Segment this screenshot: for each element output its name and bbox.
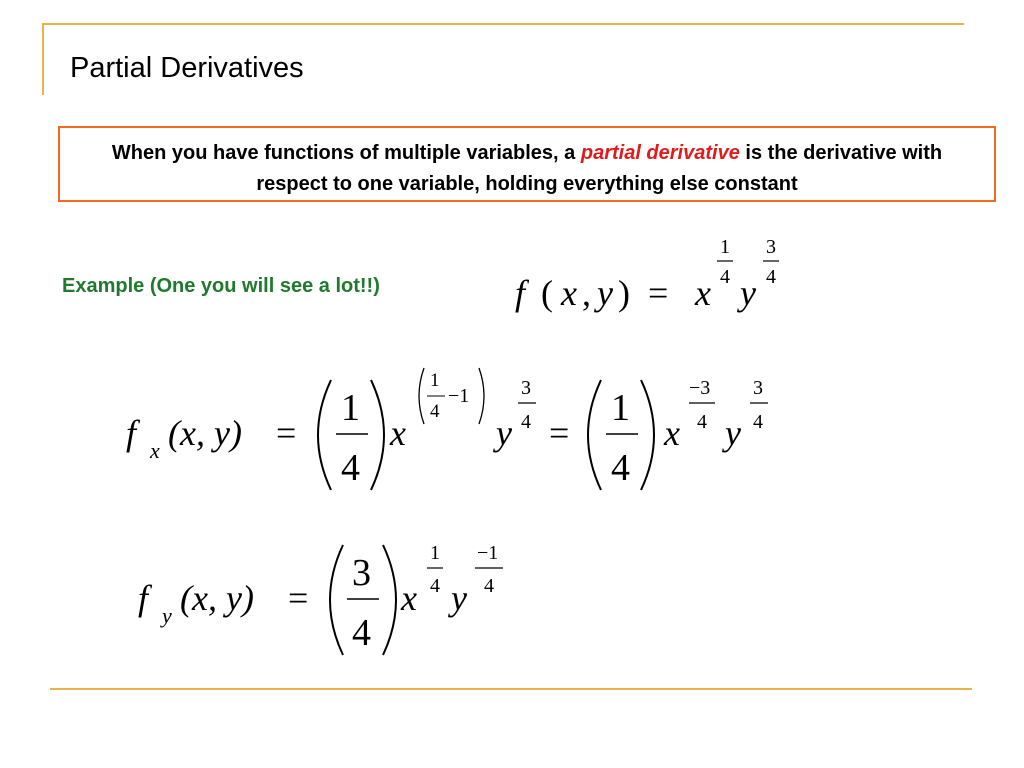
eq2-coef-rparen — [371, 380, 384, 490]
eq2-exp1-den: 4 — [430, 401, 440, 422]
eq1-y: y — [597, 273, 613, 313]
eq2-base-x: x — [390, 413, 406, 453]
eq1-equals: = — [648, 273, 669, 313]
eq1-exp2-den: 4 — [766, 266, 776, 288]
eq3-exp2-num: −1 — [477, 542, 499, 564]
eq2-coef2-rparen — [641, 380, 654, 490]
eq1-comma: , — [582, 273, 591, 313]
eq1-lparen: ( — [541, 273, 553, 313]
eq2-exp2-num: 3 — [521, 377, 531, 399]
eq2-equals: = — [276, 413, 297, 453]
eq2-subscript: x — [150, 438, 160, 463]
eq3-coef-num: 3 — [352, 552, 371, 594]
eq3-coef-rparen — [383, 545, 396, 655]
eq2-equals-b: = — [549, 413, 570, 453]
eq3-exp1-den: 4 — [430, 575, 440, 597]
eq2-exp4-num: 3 — [753, 377, 763, 399]
eq2-exp2-den: 4 — [521, 411, 531, 433]
definition-text-before: When you have functions of multiple variables, a — [111, 142, 581, 164]
eq2-coef-lparen — [318, 380, 331, 490]
definition-term: partial derivative — [580, 142, 740, 164]
eq1-rparen: ) — [618, 273, 630, 313]
equation-function — [515, 236, 779, 313]
eq2-exp1-lparen — [419, 368, 424, 424]
eq3-args: (x, y) — [180, 578, 254, 618]
eq1-x: x — [561, 273, 577, 313]
eq2-args: (x, y) — [168, 413, 242, 453]
eq2-exp1-num: 1 — [430, 370, 440, 391]
eq2-coef-den: 4 — [341, 447, 360, 489]
eq1-exp2-num: 3 — [766, 236, 776, 258]
eq1-f: f — [515, 273, 526, 313]
eq3-f: f — [138, 578, 149, 618]
slide-title: Partial Derivatives — [70, 52, 304, 84]
eq2-base-y: y — [496, 413, 512, 453]
eq3-coef-den: 4 — [352, 612, 371, 654]
eq2-base-y2: y — [725, 413, 741, 453]
eq3-exp1-num: 1 — [430, 542, 440, 564]
eq2-exp3-num: −3 — [689, 377, 711, 399]
eq3-equals: = — [288, 578, 309, 618]
definition-text-after: is the derivative with respect to one variable, holding everything else constant — [256, 142, 943, 195]
equation-fy — [138, 542, 503, 655]
eq1-exp1-num: 1 — [720, 236, 730, 258]
eq2-exp1-rparen — [479, 368, 484, 424]
eq1-base-y: y — [740, 273, 756, 313]
equation-fx — [126, 368, 768, 490]
eq3-subscript: y — [162, 603, 172, 628]
eq2-base-x2: x — [664, 413, 680, 453]
eq2-coef2-num: 1 — [611, 387, 630, 429]
eq3-base-x: x — [401, 578, 417, 618]
eq2-f: f — [126, 413, 137, 453]
eq1-exp1-den: 4 — [720, 266, 730, 288]
eq3-coef-lparen — [330, 545, 343, 655]
eq2-exp4-den: 4 — [753, 411, 763, 433]
eq2-exp3-den: 4 — [697, 411, 707, 433]
eq2-coef-num: 1 — [341, 387, 360, 429]
eq1-base-x: x — [695, 273, 711, 313]
eq2-exp1-minus: −1 — [448, 385, 470, 407]
eq3-exp2-den: 4 — [484, 575, 494, 597]
eq3-base-y: y — [451, 578, 467, 618]
eq2-coef2-lparen — [588, 380, 601, 490]
eq2-coef2-den: 4 — [611, 447, 630, 489]
example-label: Example (One you will see a lot!!) — [62, 275, 380, 297]
